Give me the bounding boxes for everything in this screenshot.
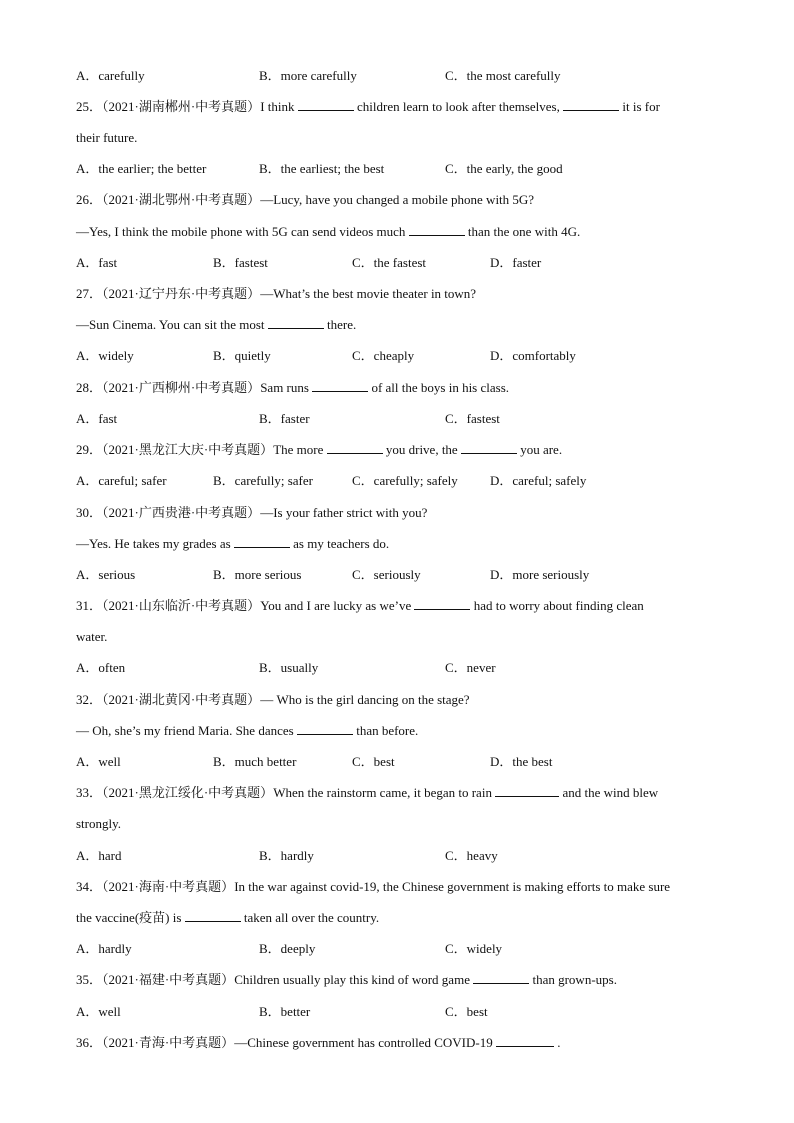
option-c: C．cheaply (352, 348, 415, 363)
question-number: 25． (76, 99, 103, 114)
option-a: A．serious (76, 567, 136, 582)
answer-blank (495, 783, 559, 797)
option-a: A．carefully (76, 68, 145, 83)
options-line (76, 658, 724, 678)
answer-blank (298, 97, 354, 111)
question-30: 30．（2021·广西贵港·中考真题）—Is your father strict with you? (76, 505, 428, 520)
option-c: C．widely (445, 941, 503, 956)
option-d: D．more seriously (490, 567, 590, 582)
dialogue-line: —Yes. He takes my grades as as my teachers do. (76, 536, 390, 551)
question-text-continued: their future. (76, 130, 138, 145)
option-d: D．the best (490, 754, 553, 769)
answer-blank (327, 440, 383, 454)
options-line (76, 346, 724, 366)
dialogue-line: — Oh, she’s my friend Maria. She dances than before. (76, 723, 419, 738)
question-text-continued: water. (76, 629, 108, 644)
options-line (76, 471, 724, 491)
question-32: 32．（2021·湖北黄冈·中考真题）— Who is the girl dancing on the stage? (76, 692, 470, 707)
option-b: B．deeply (259, 941, 316, 956)
question-number: 36． (76, 1035, 103, 1050)
option-c: C．best (352, 754, 395, 769)
options-line (76, 159, 724, 179)
question-number: 27． (76, 286, 103, 301)
option-d: D．faster (490, 255, 542, 270)
question-33: 33．（2021·黑龙江绥化·中考真题）When the rainstorm came, it began to rain and the wind blew (76, 785, 659, 800)
question-source: （2021·福建·中考真题） (102, 972, 235, 987)
option-c: C．fastest (445, 411, 500, 426)
question-text-continued: strongly. (76, 816, 122, 831)
option-b: B．much better (213, 754, 297, 769)
options-line (76, 409, 724, 429)
question-source: （2021·广西贵港·中考真题） (102, 505, 261, 520)
option-c: C．the early, the good (445, 161, 563, 176)
option-a: A．hardly (76, 941, 132, 956)
answer-blank (563, 97, 619, 111)
question-source: （2021·青海·中考真题） (102, 1035, 235, 1050)
option-a: A．hard (76, 848, 122, 863)
option-b: B．quietly (213, 348, 271, 363)
question-34: 34．（2021·海南·中考真题）In the war against covid-19, the Chinese government is making efforts to make sure (76, 879, 671, 894)
question-number: 34． (76, 879, 103, 894)
option-c: C．heavy (445, 848, 498, 863)
options-line (76, 253, 724, 273)
question-35: 35．（2021·福建·中考真题）Children usually play this kind of word game than grown-ups. (76, 972, 617, 987)
answer-blank (312, 378, 368, 392)
option-b: B．more carefully (259, 68, 357, 83)
option-a: A．well (76, 1004, 121, 1019)
question-source: （2021·湖南郴州·中考真题） (102, 99, 261, 114)
options-line (76, 565, 724, 585)
question-number: 35． (76, 972, 103, 987)
option-b: B．more serious (213, 567, 302, 582)
option-b: B．faster (259, 411, 310, 426)
question-source: （2021·黑龙江大庆·中考真题） (102, 442, 274, 457)
options-line (76, 939, 724, 959)
question-25: 25．（2021·湖南郴州·中考真题）I think children learn to look after themselves, it is for (76, 99, 660, 114)
options-line (76, 846, 724, 866)
option-b: B．usually (259, 660, 319, 675)
answer-blank (409, 222, 465, 236)
options-line (76, 1002, 724, 1022)
question-29: 29．（2021·黑龙江大庆·中考真题）The more you drive, the you are. (76, 442, 563, 457)
question-text-continued: the vaccine(疫苗) is taken all over the country. (76, 910, 380, 925)
question-source: （2021·湖北黄冈·中考真题） (102, 692, 261, 707)
answer-blank (473, 970, 529, 984)
option-b: B．better (259, 1004, 311, 1019)
question-source: （2021·广西柳州·中考真题） (102, 380, 261, 395)
option-a: A．careful; safer (76, 473, 167, 488)
option-c: C．seriously (352, 567, 421, 582)
answer-blank (414, 596, 470, 610)
question-number: 28． (76, 380, 103, 395)
dialogue-line: —Sun Cinema. You can sit the most there. (76, 317, 357, 332)
answer-blank (268, 315, 324, 329)
answer-blank (234, 534, 290, 548)
option-b: B．hardly (259, 848, 314, 863)
question-26: 26．（2021·湖北鄂州·中考真题）—Lucy, have you changed a mobile phone with 5G? (76, 192, 535, 207)
question-source: （2021·海南·中考真题） (102, 879, 235, 894)
question-number: 29． (76, 442, 103, 457)
option-d: D．comfortably (490, 348, 576, 363)
option-a: A．often (76, 660, 126, 675)
option-c: C．the most carefully (445, 68, 561, 83)
option-a: A．fast (76, 411, 118, 426)
option-c: C．never (445, 660, 496, 675)
question-31: 31．（2021·山东临沂·中考真题）You and I are lucky as we’ve had to worry about finding clean (76, 598, 644, 613)
question-source: （2021·黑龙江绥化·中考真题） (102, 785, 274, 800)
option-b: B．carefully; safer (213, 473, 313, 488)
options-line (76, 66, 724, 86)
option-a: A．fast (76, 255, 118, 270)
answer-blank (297, 721, 353, 735)
option-b: B．the earliest; the best (259, 161, 385, 176)
question-source: （2021·湖北鄂州·中考真题） (102, 192, 261, 207)
question-source: （2021·山东临沂·中考真题） (102, 598, 261, 613)
question-27: 27．（2021·辽宁丹东·中考真题）—What’s the best movie theater in town? (76, 286, 477, 301)
option-a: A．well (76, 754, 121, 769)
options-line (76, 752, 724, 772)
option-c: C．the fastest (352, 255, 427, 270)
answer-blank (496, 1033, 554, 1047)
option-b: B．fastest (213, 255, 268, 270)
dialogue-line: —Yes, I think the mobile phone with 5G can send videos much than the one with 4G. (76, 224, 581, 239)
question-number: 31． (76, 598, 103, 613)
question-28: 28．（2021·广西柳州·中考真题）Sam runs of all the boys in his class. (76, 380, 510, 395)
question-36: 36．（2021·青海·中考真题）—Chinese government has controlled COVID-19 . (76, 1035, 561, 1050)
question-number: 26． (76, 192, 103, 207)
option-a: A．the earlier; the better (76, 161, 207, 176)
option-c: C．carefully; safely (352, 473, 458, 488)
question-number: 30． (76, 505, 103, 520)
option-c: C．best (445, 1004, 488, 1019)
option-d: D．careful; safely (490, 473, 587, 488)
question-source: （2021·辽宁丹东·中考真题） (102, 286, 261, 301)
question-number: 33． (76, 785, 103, 800)
option-a: A．widely (76, 348, 134, 363)
answer-blank (185, 908, 241, 922)
answer-blank (461, 440, 517, 454)
question-number: 32． (76, 692, 103, 707)
